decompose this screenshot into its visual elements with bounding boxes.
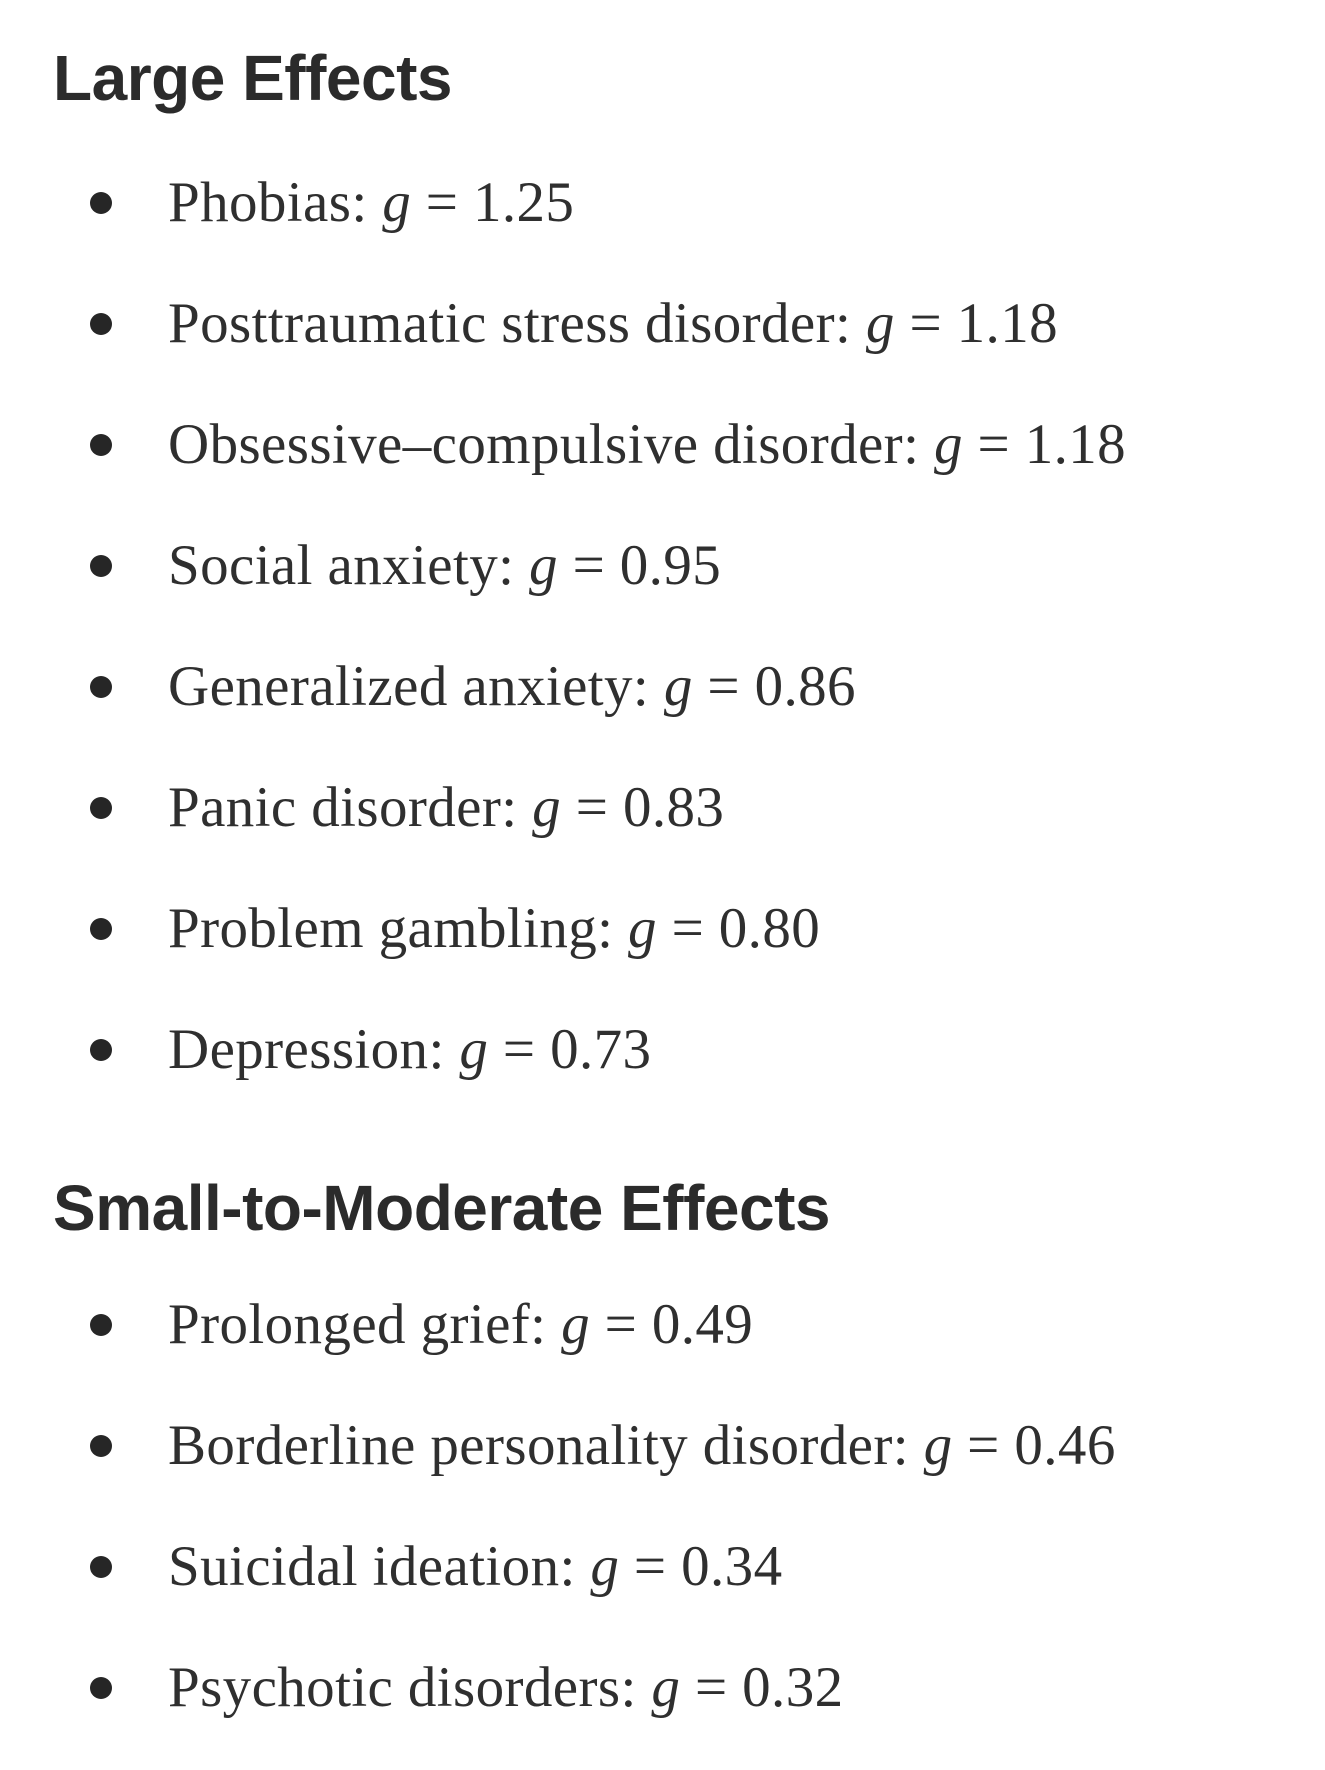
bullet-icon [90,1039,112,1061]
item-text [168,171,575,234]
bullet-icon [90,434,112,456]
effect-value: 1.18 [956,292,1059,355]
effect-value: 0.95 [619,534,722,597]
condition-label: Posttraumatic stress disorder: [168,292,852,355]
item-text [168,1414,1116,1477]
stat-operator: = [575,776,609,839]
item-text [168,1018,652,1081]
stat-symbol: g [529,534,558,597]
effect-value: 0.83 [622,776,725,839]
item-text [168,1535,783,1598]
list-item [0,1278,1300,1399]
item-text [168,534,722,597]
effect-value: 0.73 [550,1018,652,1081]
effect-value: 0.34 [681,1535,783,1598]
effect-value: 1.25 [472,171,575,234]
effect-value: 0.32 [742,1656,844,1719]
list-item [0,1641,1300,1762]
list-item [0,882,1300,1003]
item-text [168,1656,844,1719]
condition-label: Psychotic disorders: [168,1656,637,1719]
condition-label: Borderline personality disorder: [168,1414,909,1477]
bullet-icon [90,313,112,335]
item-text [168,655,856,718]
stat-symbol: g [663,655,693,718]
list-item [0,398,1300,519]
condition-label: Prolonged grief: [168,1293,547,1356]
condition-label: Generalized anxiety: [168,655,650,718]
item-text [168,776,725,839]
item-text [168,413,1127,476]
condition-label: Suicidal ideation: [168,1535,576,1598]
large-effects-list [0,156,1300,1124]
bullet-icon [90,1435,112,1457]
stat-symbol: g [382,171,412,234]
bullet-icon [90,1556,112,1578]
section-heading-small-to-moderate-effects: Small-to-Moderate Effects [53,1172,830,1244]
stat-symbol: g [923,1414,953,1477]
list-item [0,1003,1300,1124]
bullet-icon [90,797,112,819]
stat-operator: = [977,413,1011,476]
bullet-icon [90,1314,112,1336]
small-to-moderate-effects-list [0,1278,1300,1762]
section-heading-large-effects: Large Effects [53,42,452,114]
bullet-icon [90,555,112,577]
list-item [0,519,1300,640]
effect-value: 0.86 [754,655,856,718]
stat-symbol: g [933,413,963,476]
stat-operator: = [694,1656,728,1719]
stat-symbol: g [532,776,562,839]
condition-label: Problem gambling: [168,897,614,960]
stat-symbol: g [865,292,895,355]
stat-symbol: g [628,897,657,960]
stat-operator: = [967,1414,1000,1477]
stat-operator: = [572,534,606,597]
stat-operator: = [909,292,942,355]
list-item [0,761,1300,882]
stat-operator: = [502,1018,536,1081]
effect-value: 0.80 [718,897,821,960]
bullet-icon [90,192,112,214]
stat-operator: = [604,1293,638,1356]
stat-symbol: g [590,1535,620,1598]
stat-symbol: g [459,1018,489,1081]
stat-symbol: g [651,1656,681,1719]
condition-label: Phobias: [168,171,368,234]
bullet-icon [90,676,112,698]
list-item [0,1520,1300,1641]
effect-value: 0.49 [651,1293,754,1356]
bullet-icon [90,1677,112,1699]
condition-label: Depression: [168,1018,445,1081]
item-text [168,1293,754,1356]
condition-label: Panic disorder: [168,776,518,839]
stat-operator: = [633,1535,667,1598]
stat-operator: = [425,171,459,234]
item-text [168,292,1059,355]
condition-label: Social anxiety: [168,534,515,597]
stat-symbol: g [561,1293,590,1356]
effect-value: 0.46 [1014,1414,1116,1477]
bullet-icon [90,918,112,940]
stat-operator: = [707,655,740,718]
item-text [168,897,821,960]
list-item [0,277,1300,398]
stat-operator: = [671,897,705,960]
condition-label: Obsessive–compulsive disorder: [168,413,920,476]
effect-value: 1.18 [1024,413,1127,476]
list-item [0,640,1300,761]
list-item [0,156,1300,277]
list-item [0,1399,1300,1520]
